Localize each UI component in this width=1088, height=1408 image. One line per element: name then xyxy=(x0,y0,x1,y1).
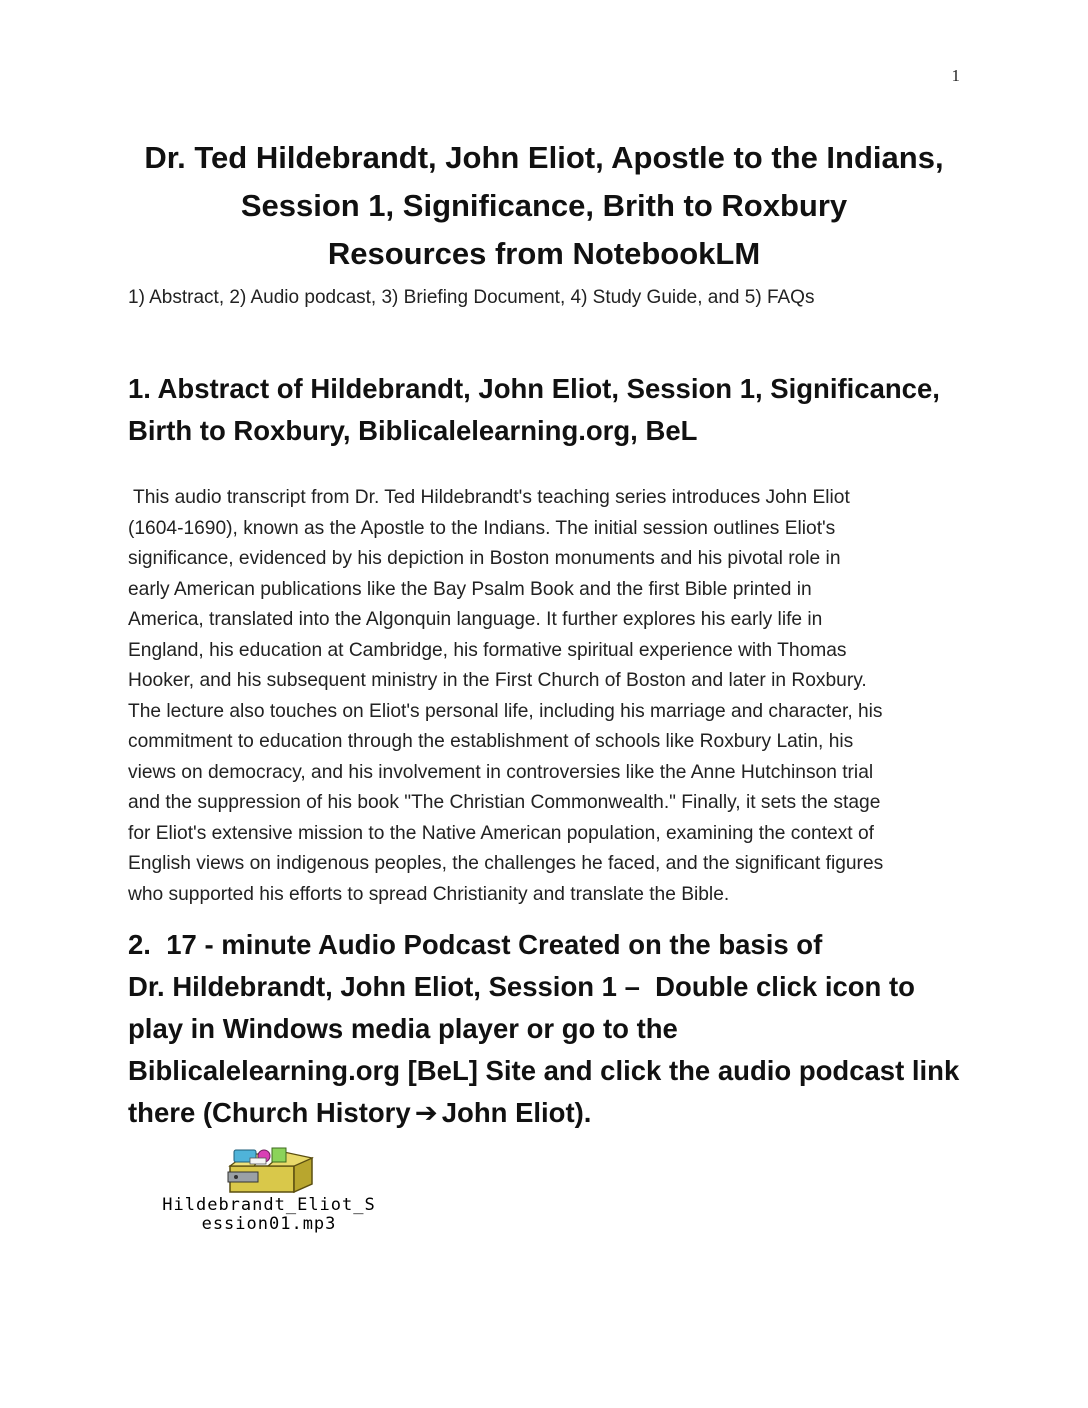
title-line: Session 1, Significance, Brith to Roxbury xyxy=(240,188,848,223)
heading-text: there (Church History xyxy=(128,1097,411,1128)
abstract-line: This audio transcript from Dr. Ted Hildebrandt's teaching series introduces John Eliot xyxy=(128,487,850,508)
heading-line: Biblicalelearning.org [BeL] Site and click the audio podcast link xyxy=(128,1055,960,1086)
heading-line: Dr. Hildebrandt, John Eliot, Session 1 – Double click icon to xyxy=(128,971,915,1002)
file-name-line: Hildebrandt_Eliot_S xyxy=(162,1195,376,1215)
abstract-paragraph xyxy=(128,483,968,910)
page-number: 1 xyxy=(951,66,960,85)
audio-file-name[interactable] xyxy=(128,1196,410,1234)
title-line: Resources from NotebookLM xyxy=(327,236,761,271)
abstract-line: for Eliot's extensive mission to the Native American population, examining the context of xyxy=(128,822,874,844)
file-name-line: ession01.mp3 xyxy=(201,1214,337,1234)
abstract-line: views on democracy, and his involvement in controversies like the Anne Hutchinson trial xyxy=(128,761,874,783)
heading-line xyxy=(128,1092,978,1134)
abstract-line: America, translated into the Algonquin language. It further explores his early life in xyxy=(128,609,823,630)
heading-line: play in Windows media player or go to the xyxy=(128,1013,678,1044)
right-arrow-icon: ➔ xyxy=(414,1097,438,1128)
abstract-heading xyxy=(128,368,978,452)
title-line: Dr. Ted Hildebrandt, John Eliot, Apostle to the Indians, xyxy=(144,140,944,175)
heading-text: John Eliot). xyxy=(441,1097,592,1128)
abstract-line: significance, evidenced by his depiction in Boston monuments and his pivotal role in xyxy=(128,548,841,569)
abstract-line: England, his education at Cambridge, his formative spiritual experience with Thomas xyxy=(128,639,847,661)
abstract-line: and the suppression of his book "The Christian Commonwealth." Finally, it sets the stage xyxy=(128,792,881,813)
document-title xyxy=(100,134,988,278)
abstract-line: commitment to education through the establishment of schools like Roxbury Latin, his xyxy=(128,731,854,752)
abstract-line: early American publications like the Bay Psalm Book and the first Bible printed in xyxy=(128,578,812,600)
heading-line: 1. Abstract of Hildebrandt, John Eliot, Session 1, Significance, xyxy=(128,373,940,404)
abstract-line: English views on indigenous peoples, the challenges he faced, and the significant figures xyxy=(128,853,884,874)
audio-package-icon[interactable] xyxy=(224,1146,316,1194)
resource-list: 1) Abstract, 2) Audio podcast, 3) Briefing Document, 4) Study Guide, and 5) FAQs xyxy=(128,287,815,308)
abstract-line: (1604-1690), known as the Apostle to the Indians. The initial session outlines Eliot's xyxy=(128,517,836,539)
abstract-line: The lecture also touches on Eliot's personal life, including his marriage and character, his xyxy=(128,700,883,722)
heading-line: 2. 17 - minute Audio Podcast Created on the basis of xyxy=(128,929,823,960)
abstract-line: Hooker, and his subsequent ministry in the First Church of Boston and later in Roxbury. xyxy=(128,670,867,691)
podcast-heading xyxy=(128,924,978,1134)
heading-line: Birth to Roxbury, Biblicalelearning.org, BeL xyxy=(128,415,698,446)
abstract-line: who supported his efforts to spread Christianity and translate the Bible. xyxy=(128,883,730,905)
